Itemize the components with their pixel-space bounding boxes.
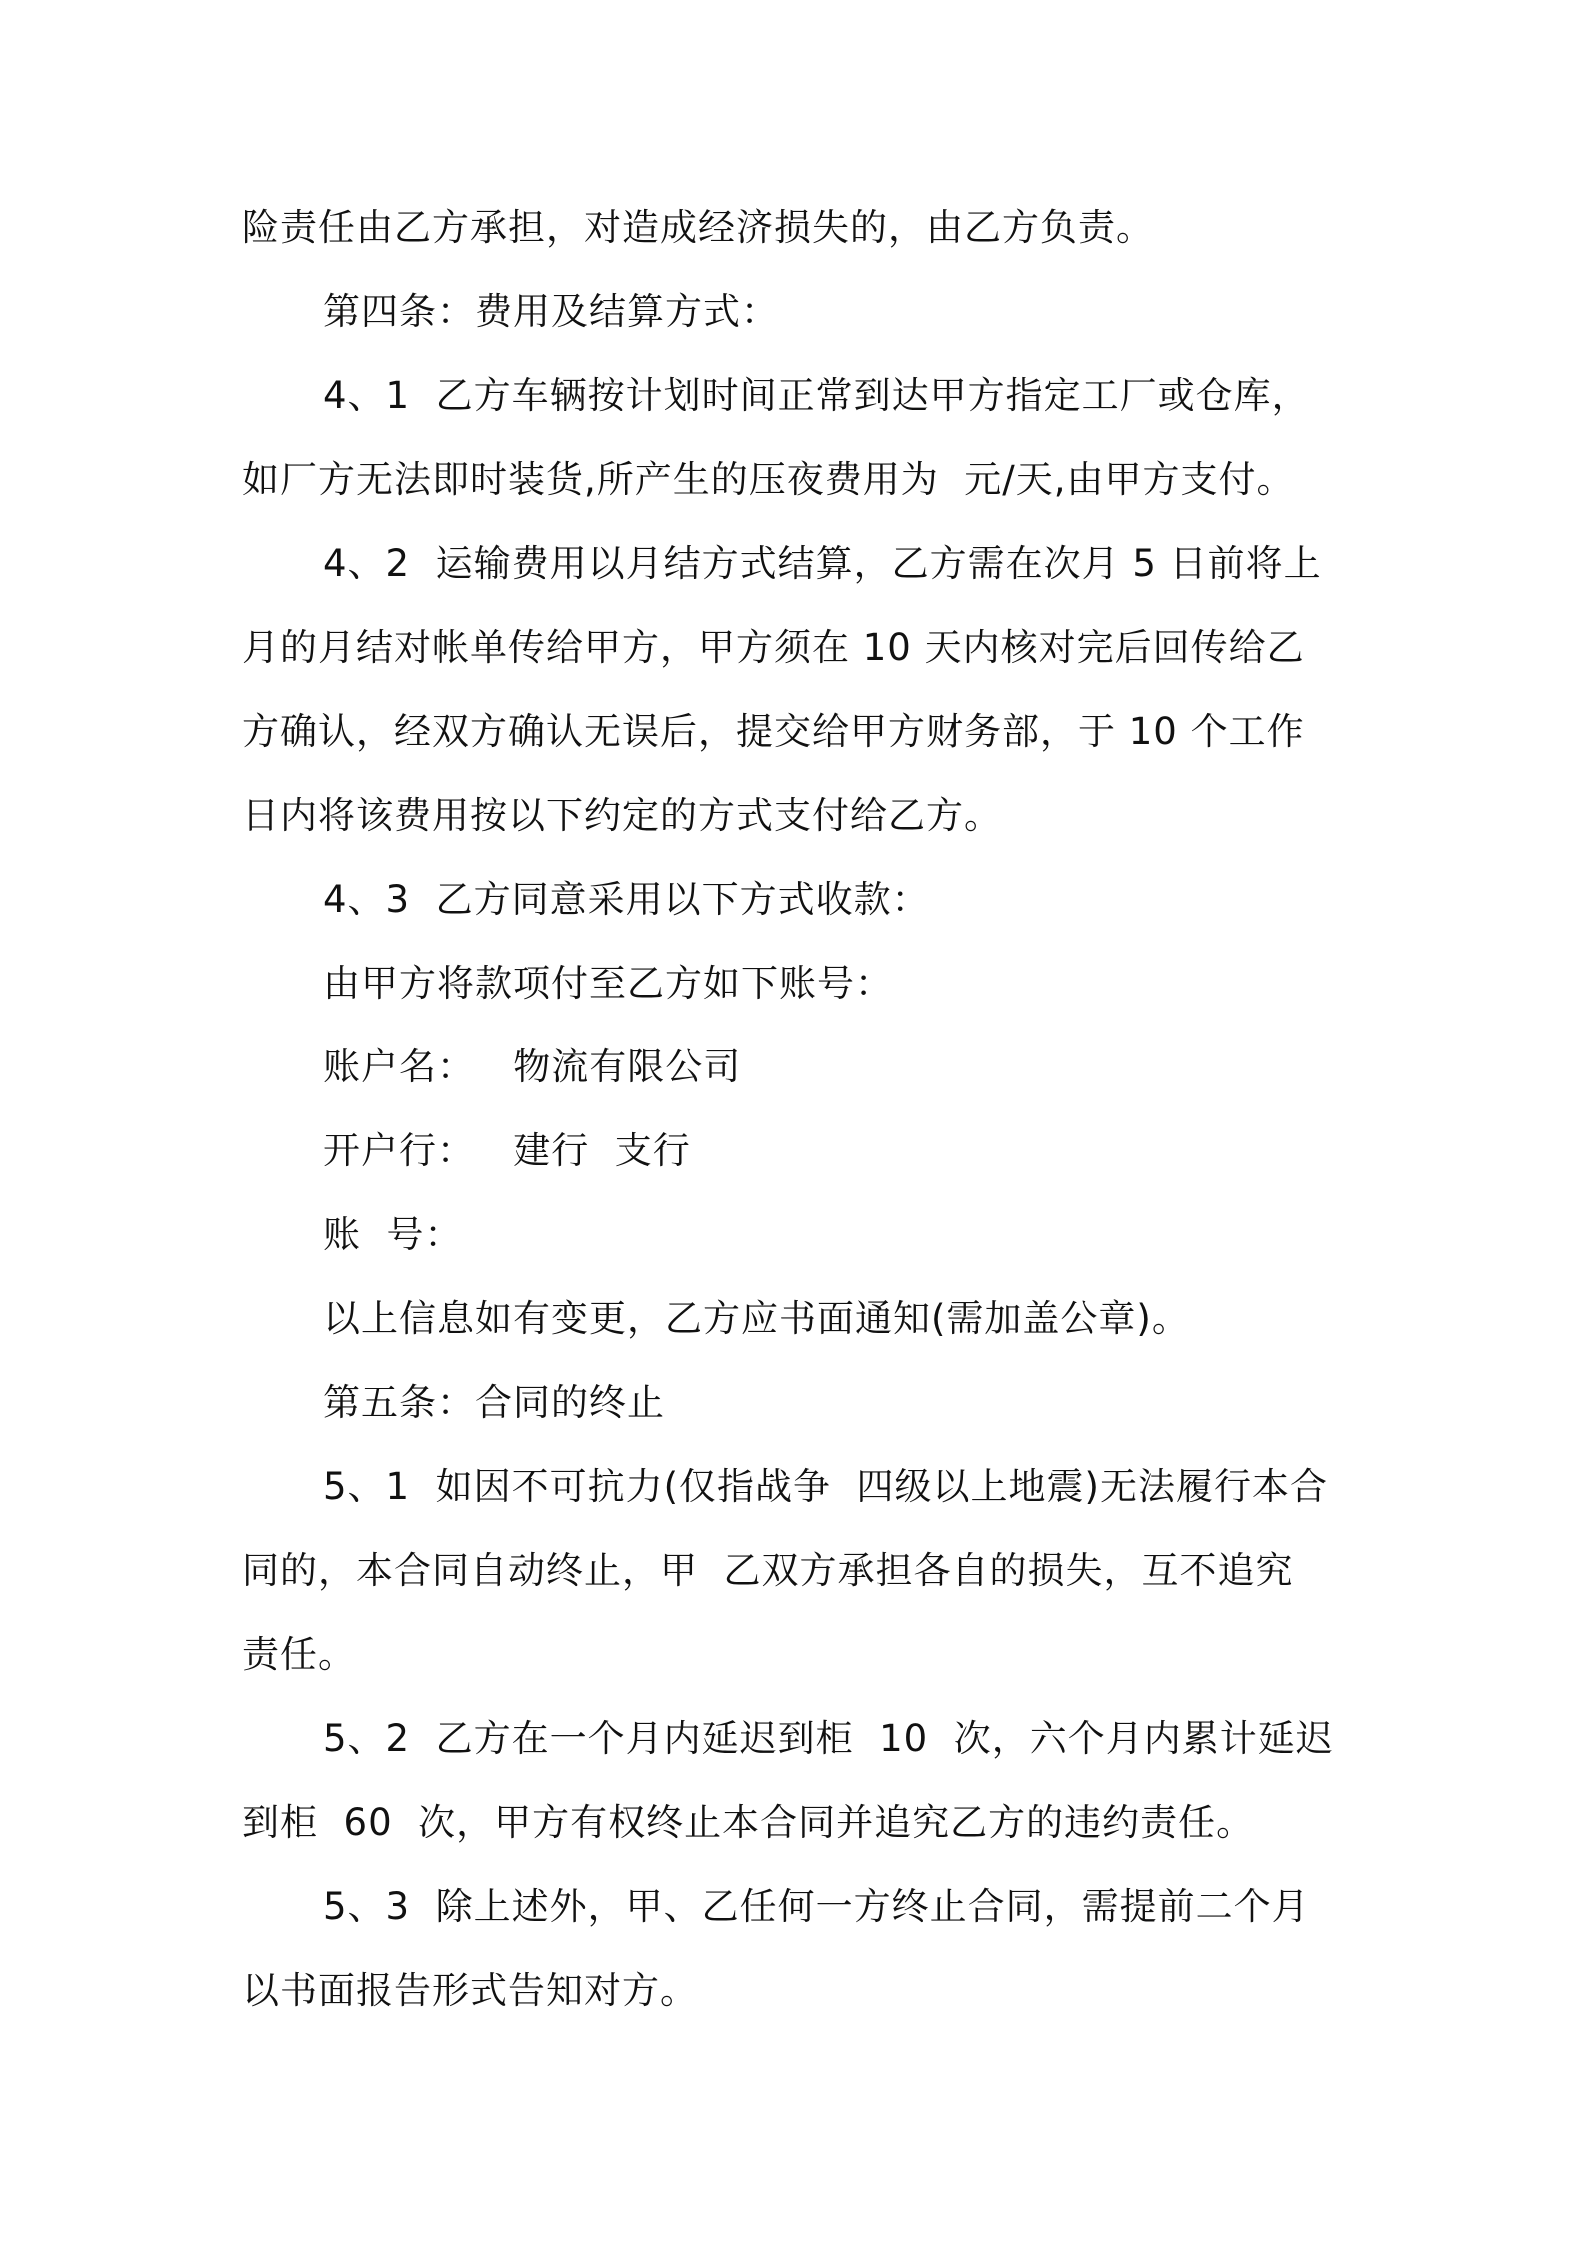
section-heading-4: 第四条：费用及结算方式： (323, 290, 779, 333)
section-heading-5: 第五条：合同的终止 (323, 1381, 665, 1424)
clause-4-1-line-1: 4、1 乙方车辆按计划时间正常到达甲方指定工厂或仓库， (323, 374, 1310, 417)
clause-5-3-line-1: 5、3 除上述外，甲、乙任何一方终止合同，需提前二个月 (323, 1885, 1310, 1928)
clause-4-2-line-4: 日内将该费用按以下约定的方式支付给乙方。 (242, 794, 1002, 837)
bank-line: 开户行： 建行 支行 (323, 1129, 691, 1172)
account-name-line: 账户名： 物流有限公司 (323, 1045, 742, 1088)
clause-5-1-line-2: 同的，本合同自动终止，甲 乙双方承担各自的损失，互不追究 (242, 1549, 1294, 1592)
clause-4-2-line-2: 月的月结对帐单传给甲方，甲方须在 10 天内核对完后回传给乙 (242, 626, 1305, 669)
clause-5-2-line-1: 5、2 乙方在一个月内延迟到柜 10 次，六个月内累计延迟 (323, 1717, 1334, 1760)
payment-instruction: 由甲方将款项付至乙方如下账号： (323, 962, 893, 1005)
account-number-line: 账 号： (323, 1213, 463, 1256)
clause-5-1-line-1: 5、1 如因不可抗力(仅指战争 四级以上地震)无法履行本合 (323, 1465, 1328, 1508)
clause-4-2-line-1: 4、2 运输费用以月结方式结算，乙方需在次月 5 日前将上 (323, 542, 1322, 585)
text-line-continuation: 险责任由乙方承担，对造成经济损失的，由乙方负责。 (242, 206, 1154, 249)
clause-5-3-line-2: 以书面报告形式告知对方。 (242, 1969, 698, 2012)
clause-4-1-line-2: 如厂方无法即时装货,所产生的压夜费用为 元/天,由甲方支付。 (242, 458, 1295, 501)
clause-4-3: 4、3 乙方同意采用以下方式收款： (323, 878, 930, 921)
clause-4-2-line-3: 方确认，经双方确认无误后，提交给甲方财务部，于 10 个工作 (242, 710, 1305, 753)
clause-5-2-line-2: 到柜 60 次，甲方有权终止本合同并追究乙方的违约责任。 (242, 1801, 1255, 1844)
clause-5-1-line-3: 责任。 (242, 1633, 356, 1676)
change-notice: 以上信息如有变更，乙方应书面通知(需加盖公章)。 (323, 1297, 1190, 1340)
